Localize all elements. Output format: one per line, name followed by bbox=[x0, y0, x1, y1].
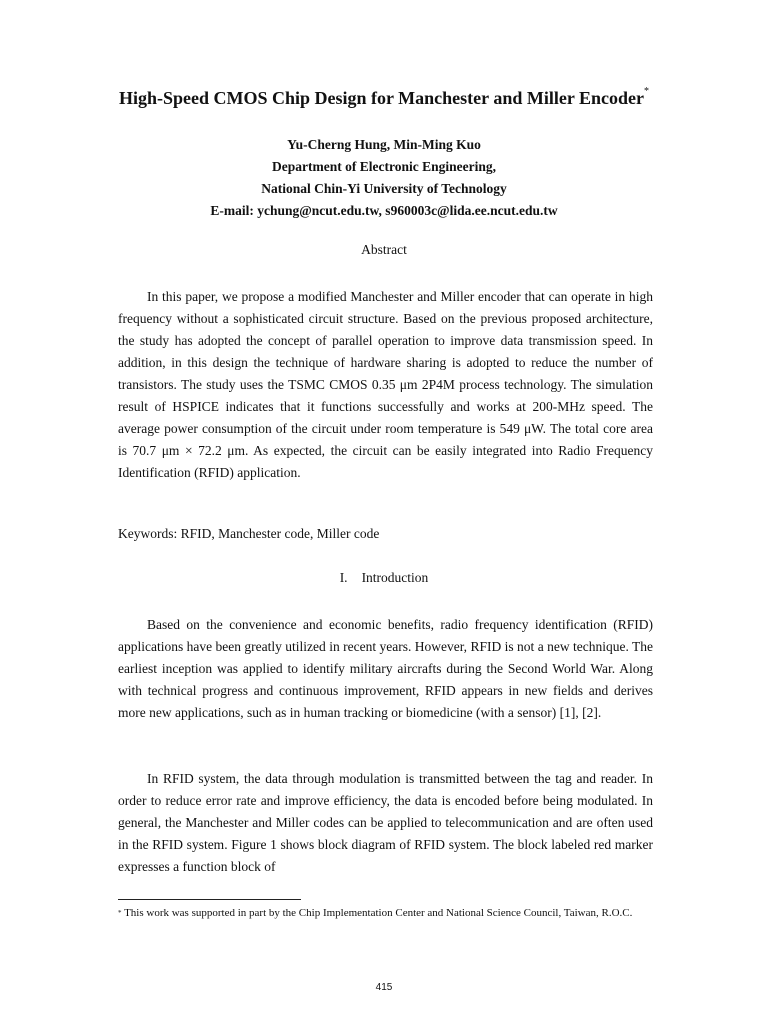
paper-title bbox=[0, 88, 768, 109]
body-paragraph: In RFID system, the data through modulation is transmitted between the tag and reader. In order to reduce error rate and improve efficiency, the data is encoded before being modulated. In general, the Manchester and Miller codes can be applied to telecommunication and are often used in the RFID system. Figure 1 shows block diagram of RFID system. The block labeled red marker expresses a function block of bbox=[118, 771, 653, 874]
section-heading bbox=[0, 570, 768, 586]
title-text: High-Speed CMOS Chip Design for Manchester and Miller Encoder bbox=[118, 88, 644, 108]
body-paragraph: Based on the convenience and economic benefits, radio frequency identification (RFID) applications have been greatly utilized in recent years. However, RFID is not a new technique. The earliest inception was applied to identify military aircrafts during the Second World War. Along with technical progress and continuous improvement, RFID appears in new fields and derives more new applications, such as in human tracking or biomedicine (with a sensor) [1], [2]. bbox=[118, 617, 653, 720]
footnote-text: This work was supported in part by the Chip Implementation Center and National Science Council, Taiwan, R.O.C. bbox=[124, 907, 633, 919]
author-email: E-mail: ychung@ncut.edu.tw, s960003c@lida.ee.ncut.edu.tw bbox=[210, 203, 558, 218]
footnote-mark: * bbox=[118, 909, 122, 917]
author-names: Yu-Cherng Hung, Min-Ming Kuo bbox=[287, 137, 481, 152]
title-footnote-mark: * bbox=[644, 86, 649, 97]
footnote bbox=[118, 905, 653, 921]
section-number: I. bbox=[339, 570, 348, 585]
page-number: 415 bbox=[375, 982, 393, 993]
keywords-line: Keywords: RFID, Manchester code, Miller code bbox=[118, 526, 380, 541]
abstract-paragraph: In this paper, we propose a modified Manchester and Miller encoder that can operate in high frequency without a sophisticated circuit structure. Based on the previous proposed architecture, the study has adopted the concept of parallel operation to improve data transmission speed. In addition, in this design the technique of hardware sharing is adopted to reduce the number of transistors. The study uses the TSMC CMOS 0.35 μm 2P4M process technology. The simulation result of HSPICE indicates that it functions successfully and works at 200-MHz speed. The average power consumption of the circuit under room temperature is 549 μW. The total core area is 70.7 μm × 72.2 μm. As expected, the circuit can be easily integrated into Radio Frequency Identification (RFID) application. bbox=[118, 289, 653, 480]
footnote-divider bbox=[118, 899, 301, 900]
author-department: Department of Electronic Engineering, bbox=[272, 159, 496, 174]
abstract-heading: Abstract bbox=[361, 242, 407, 257]
author-block bbox=[0, 134, 768, 222]
section-title: Introduction bbox=[361, 570, 429, 585]
author-university: National Chin-Yi University of Technology bbox=[261, 181, 507, 196]
